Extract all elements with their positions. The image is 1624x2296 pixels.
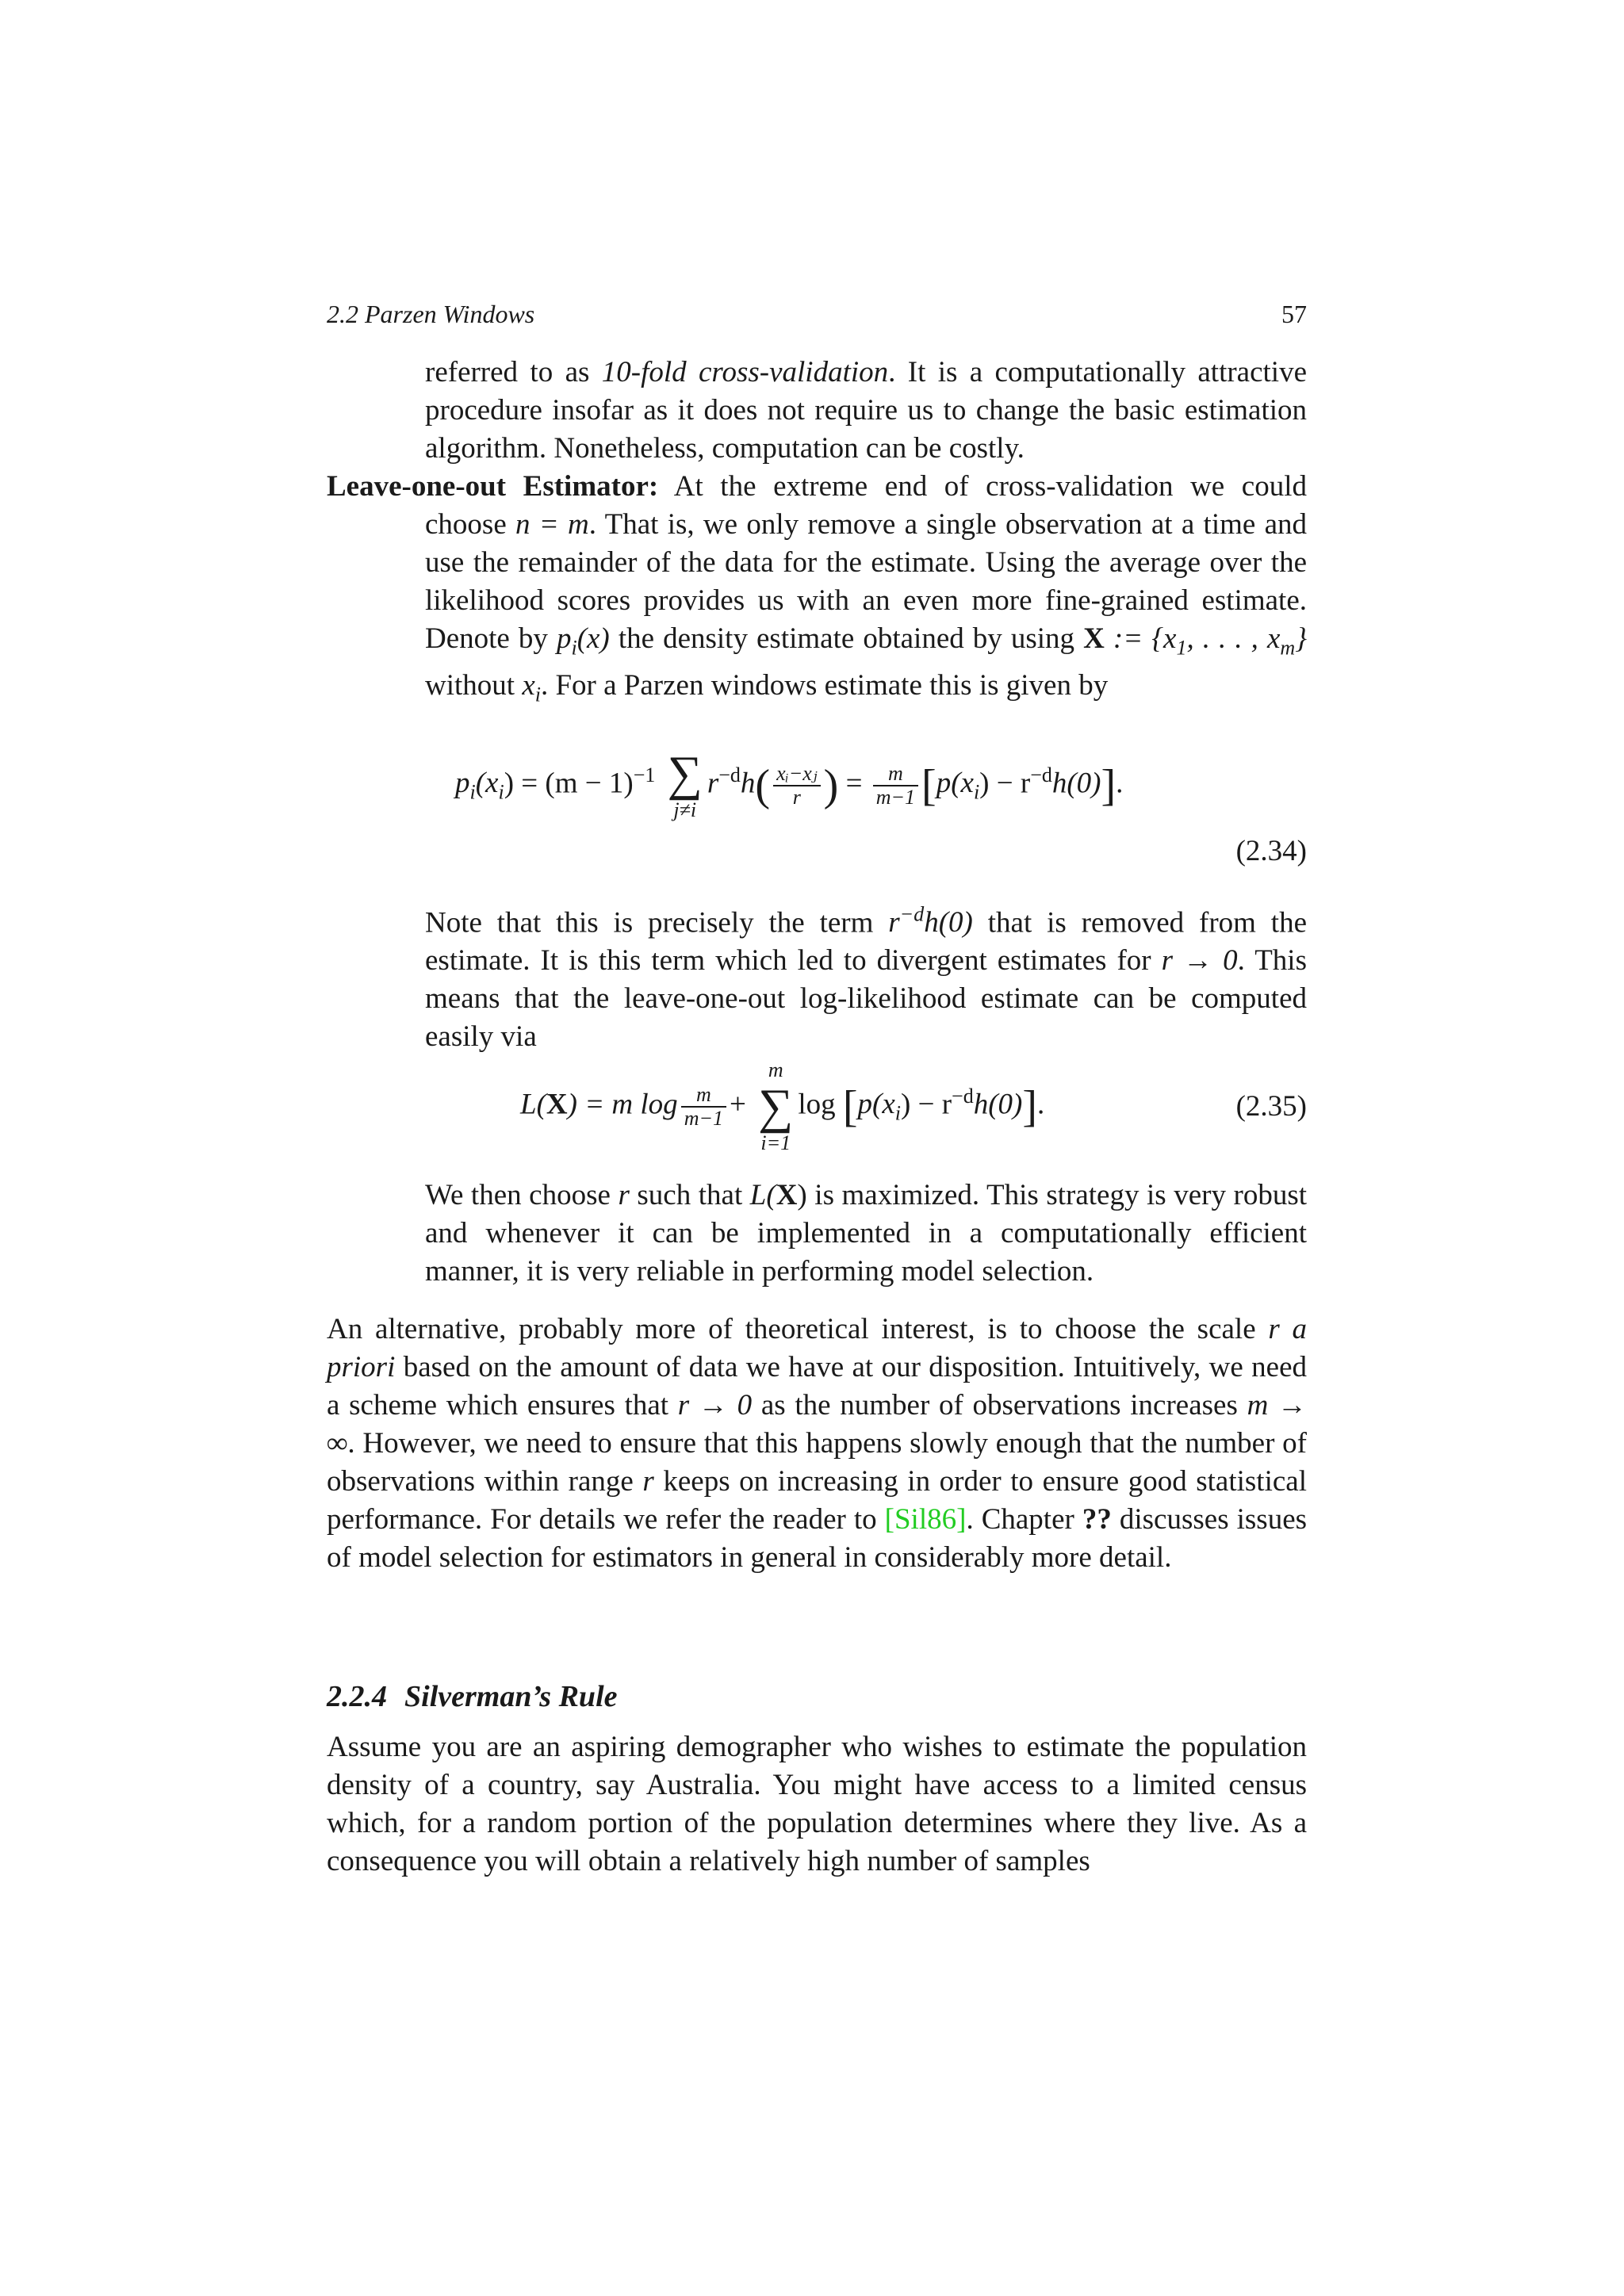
equation-number-2-34: (2.34) <box>1235 835 1307 867</box>
math-inline: X := {$x_1$, . . . , $x_m$} <box>1083 622 1307 660</box>
paragraph-choose-r: We then choose r such that L(X) is maximized. This strategy is very robust and whenever it can be implemented in a computationally efficient manner, it is very reliable in performing model selection. <box>425 1179 1307 1288</box>
paragraph-cross-validation <box>425 354 1307 468</box>
chapter-ref[interactable]: ?? <box>1082 1503 1112 1536</box>
fraction: $\frac{m}{m-1}$ <box>873 763 918 809</box>
paragraph-silverman: Assume you are an aspiring demographer who wishes to estimate the population density of a country, say Australia. You might have access to a limited census which, for a random portion of the population determines where they live. As a consequence you will obtain a relatively high number of samples <box>327 1731 1307 1877</box>
equation-2-34: $p_i(x_i) = (m - 1)^{-1}$ ∑ j≠i $r^{-d}h$( $\frac{\text{xᵢ−xⱼ}}{r}$ ) = $\frac{m}{m-1}$ $[p(x_i) - r^{-d}h(0)]$. <box>455 747 1124 821</box>
text-fragment: At the extreme end of cross-validation we could choose <box>425 470 1307 541</box>
subsection-heading: 2.2.4 Silverman’s Rule <box>327 1680 618 1713</box>
text-fragment: . It is a computationally attractive procedure insofar as it does not require us to change the basic estimation algorithm. Nonetheless, computation can be costly. <box>425 356 1307 465</box>
page-number: 57 <box>1281 300 1307 328</box>
text-fragment: the density estimate obtained by using <box>609 622 1084 655</box>
text-fragment: . That is, we only remove a single observation at a time and use the remainder of the data for the estimate. Using the average over the likelihood scores provides us with an even more fine-grained estimate. Denote by <box>425 508 1307 655</box>
paragraph-alternative: An alternative, probably more of theoretical interest, is to choose the scale r a priori based on the amount of data we have at our disposition. Intuitively, we need a scheme which ensures that r → 0 as the number of observations increases m → ∞. However, we need to ensure that this happens slowly enough that the number of observations within range r keeps on increasing in order to ensure good statistical performance. For details we refer the reader to [Sil86]. Chapter ?? discusses issues of model selection for estimators in general in considerably more detail. <box>327 1313 1308 1574</box>
paragraph-leave-one-out <box>327 468 1307 714</box>
math-inline: n = m <box>515 508 589 541</box>
text-fragment: . For a Parzen windows estimate this is given by <box>540 669 1109 702</box>
text-fragment: without <box>425 669 523 702</box>
equation-number-2-35: (2.35) <box>1235 1090 1307 1123</box>
citation-link[interactable]: [Sil86] <box>884 1503 967 1536</box>
sum-symbol: m ∑ i=1 <box>758 1058 794 1154</box>
equation-2-35: L(X) = m log $\frac{m}{m-1}$ + m ∑ i=1 $\log [p(x_i) - r^{-d}h(0)]$. <box>520 1058 1045 1154</box>
paragraph-note: Note that this is precisely the term $r^{-d}h(0)$ that is removed from the estimate. It is this term which led to divergent estimates for r → 0. This means that the leave-one-out log-likelihood estimate can be computed easily via <box>425 903 1308 1054</box>
sum-symbol: ∑ j≠i <box>667 747 703 821</box>
fraction: $\frac{\text{xᵢ−xⱼ}}{r}$ <box>773 763 821 809</box>
math-inline: $p_i(x)$ <box>556 622 610 660</box>
math-inline: $x_i$ <box>522 669 541 706</box>
running-head-section: 2.2 Parzen Windows <box>327 300 535 328</box>
italic-term: 10-fold cross-validation <box>601 356 889 388</box>
running-head <box>327 300 1307 329</box>
text-fragment: referred to as <box>425 356 602 388</box>
fraction: $\frac{m}{m-1}$ <box>681 1084 726 1130</box>
loo-label: Leave-one-out Estimator: <box>327 470 659 503</box>
